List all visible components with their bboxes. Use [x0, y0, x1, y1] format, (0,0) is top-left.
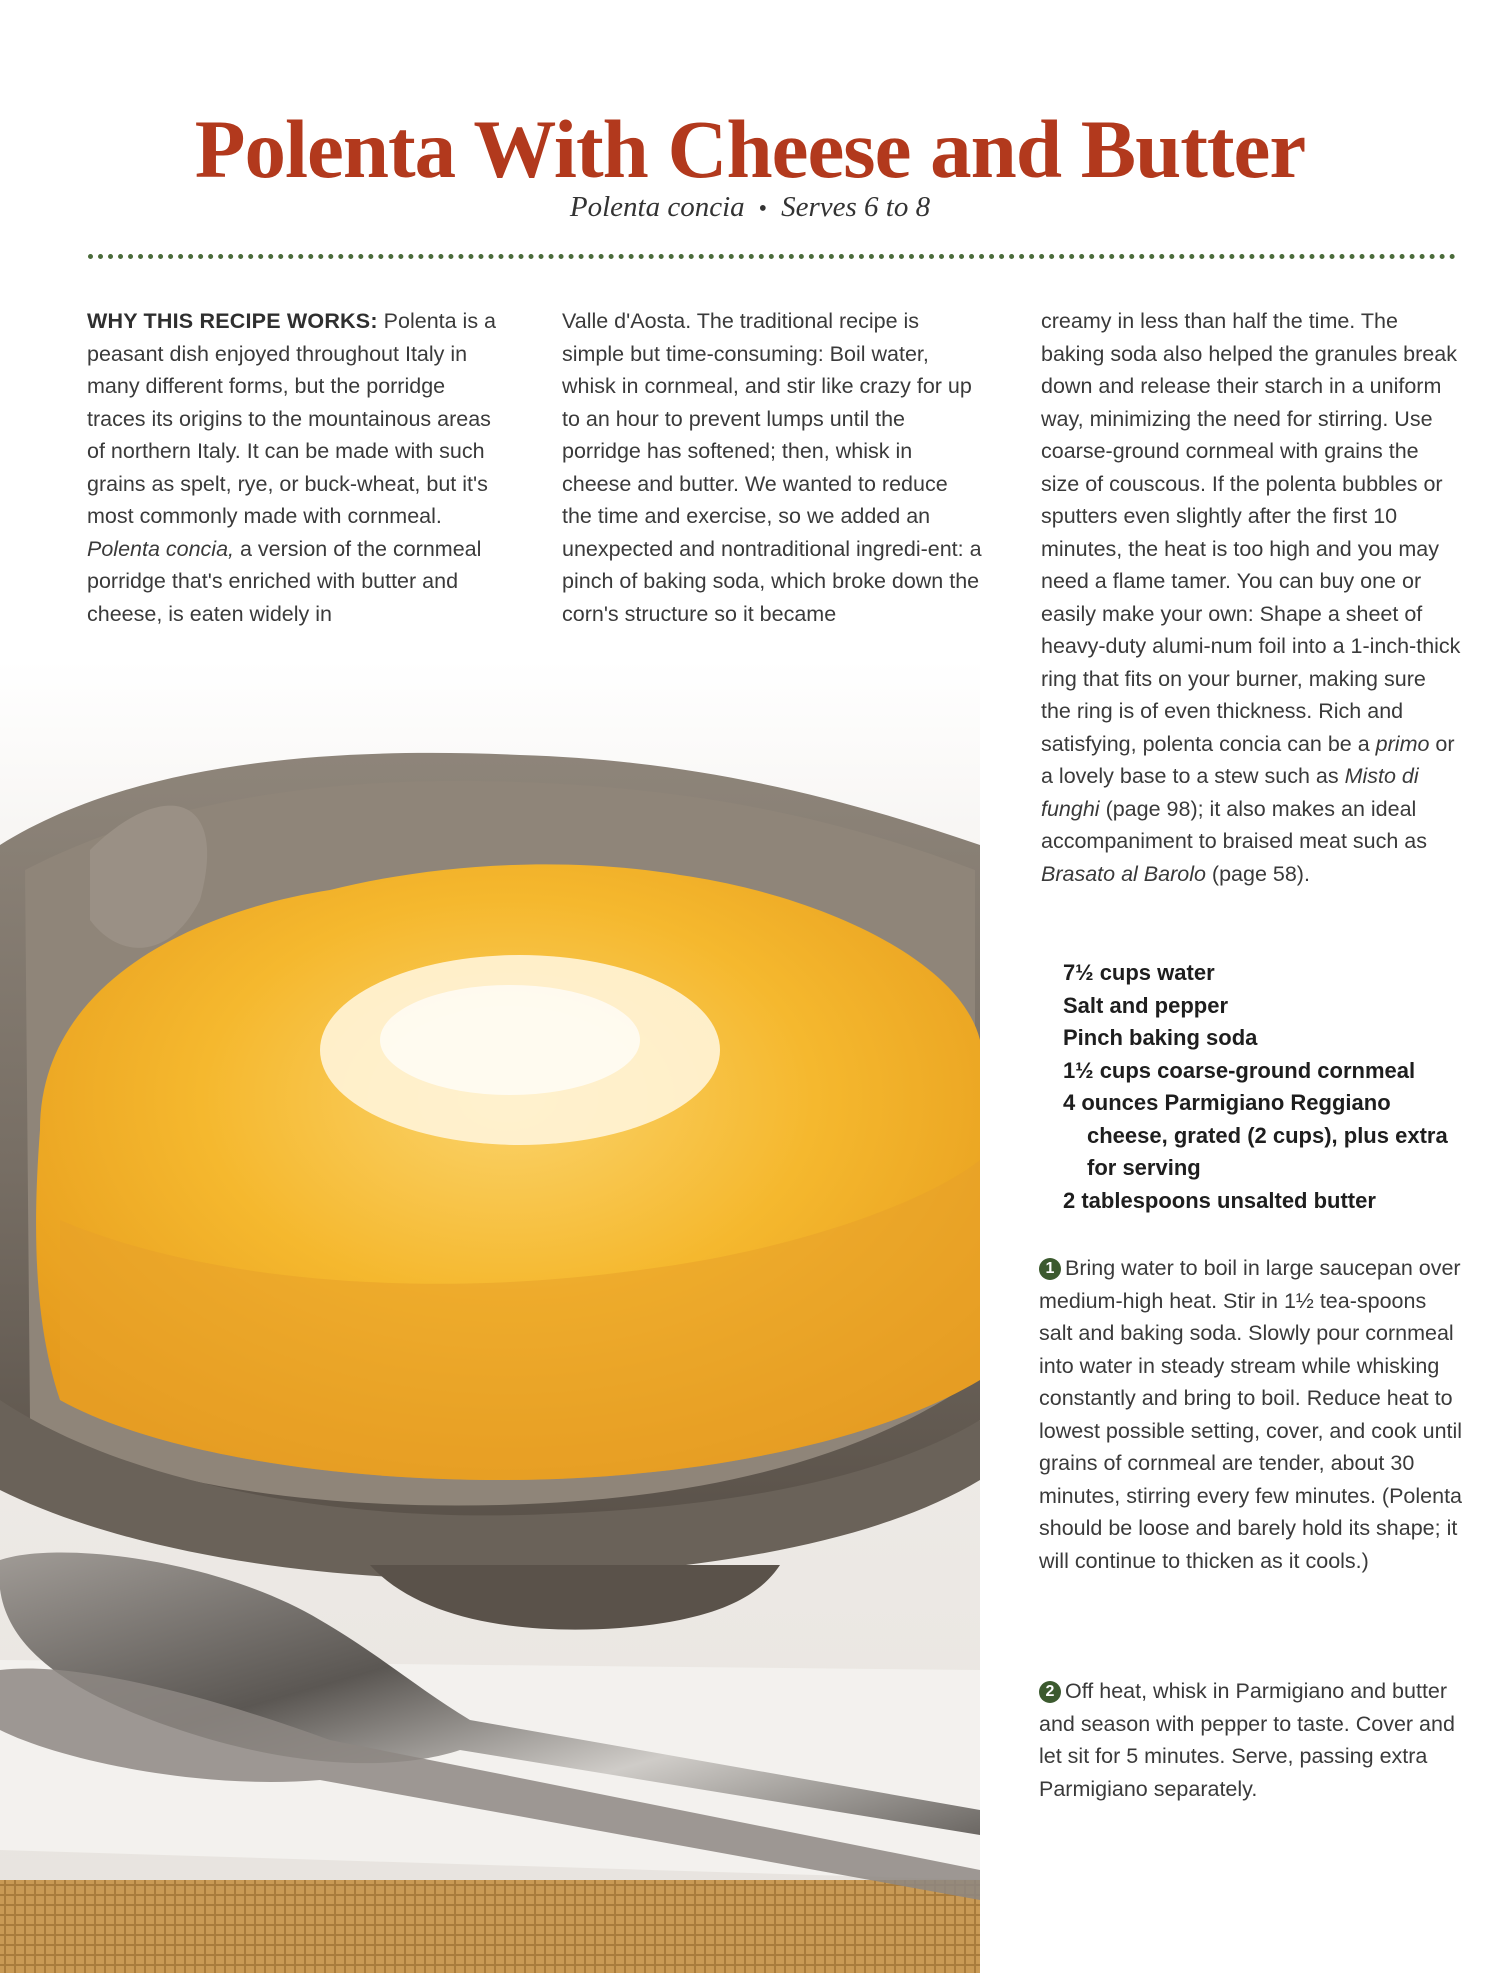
ingredient-item: 4 ounces Parmigiano Reggiano cheese, grated (2 cups), plus extra for serving [1063, 1090, 1448, 1180]
recipe-subtitle [0, 193, 1500, 222]
subtitle-separator: • [758, 196, 768, 222]
step-number-badge: 1 [1039, 1258, 1061, 1280]
intro-text: (page 98); it also makes an ideal accompaniment to braised meat such as [1041, 796, 1428, 853]
recipe-title: Polenta With Cheese and Butter [194, 103, 1306, 195]
dotted-divider [88, 254, 1456, 259]
intro-text: a version of the cornmeal porridge that's enriched with butter and cheese, is eaten widely in [87, 536, 482, 626]
intro-italic: Polenta concia, [87, 536, 235, 561]
grated-cheese-highlight [380, 985, 640, 1095]
step-number-badge: 2 [1039, 1681, 1061, 1703]
intro-column-1 [87, 305, 507, 630]
ingredient-item: Salt and pepper [1063, 992, 1229, 1018]
intro-italic: Misto di funghi [1041, 764, 1419, 821]
intro-column-2: Valle d'Aosta. The traditional recipe is simple but time-consuming: Boil water, whisk in cornmeal, and stir like crazy for up to an hour to prevent lumps until the porridge has softened; then, whisk in cheese and butter. We wanted to reduce the time and exercise, so we added an unexpected and nontraditional ingredi-ent: a pinch of baking soda, which broke down the corn's structure so it became [562, 309, 982, 626]
ingredient-item: 2 tablespoons unsalted butter [1063, 1187, 1376, 1213]
ingredient-list [1063, 957, 1463, 1217]
step-1 [1039, 1252, 1464, 1577]
step-2 [1039, 1675, 1464, 1805]
italian-name: Polenta concia [569, 191, 745, 223]
ingredient-item: 1½ cups coarse-ground cornmeal [1063, 1057, 1416, 1083]
why-recipe-works-label: WHY THIS RECIPE WORKS: [87, 309, 378, 333]
step-text: Bring water to boil in large saucepan over medium-high heat. Stir in 1½ tea-spoons salt and baking soda. Slowly pour cornmeal into water in steady stream while whisking constantly and bring to boil. Reduce heat to lowest possible setting, cover, and cook until grains of cornmeal are tender, about 30 minutes, stirring every few minutes. (Polenta should be loose and barely hold its shape; it will continue to thicken as it cools.) [1039, 1256, 1463, 1573]
intro-text: Polenta is a peasant dish enjoyed throughout Italy in many different forms, but the porridge traces its origins to the mountainous areas of northern Italy. It can be made with such grains as spelt, rye, or buck-wheat, but it's most commonly made with cornmeal. [87, 309, 497, 528]
serves-count: Serves 6 to 8 [781, 191, 931, 223]
ingredient-item: 7½ cups water [1063, 960, 1215, 985]
step-text: Off heat, whisk in Parmigiano and butter and season with pepper to taste. Cover and let sit for 5 minutes. Serve, passing extra Parmigiano separately. [1039, 1679, 1455, 1801]
intro-text: (page 58). [1205, 861, 1310, 886]
polenta-photo [0, 660, 980, 1973]
intro-column-3 [1041, 305, 1461, 890]
ingredient-item: Pinch baking soda [1063, 1025, 1258, 1050]
burlap-placemat [0, 1880, 980, 1973]
intro-italic: Brasato al Barolo [1041, 861, 1206, 886]
intro-italic: primo [1375, 731, 1430, 756]
intro-text: creamy in less than half the time. The baking soda also helped the granules break down and release their starch in a uniform way, minimizing the need for stirring. Use coarse-ground cornmeal with grains the size of couscous. If the polenta bubbles or sputters even slightly after the first 10 minutes, the heat is too high and you may need a flame tamer. You can buy one or easily make your own: Shape a sheet of heavy-duty alumi-num foil into a 1-inch-thick ring that fits on your burner, making sure the ring is of even thickness. Rich and satisfying, polenta concia can be a [1041, 309, 1461, 756]
intro-text: or a lovely base to a stew such as [1041, 731, 1455, 788]
